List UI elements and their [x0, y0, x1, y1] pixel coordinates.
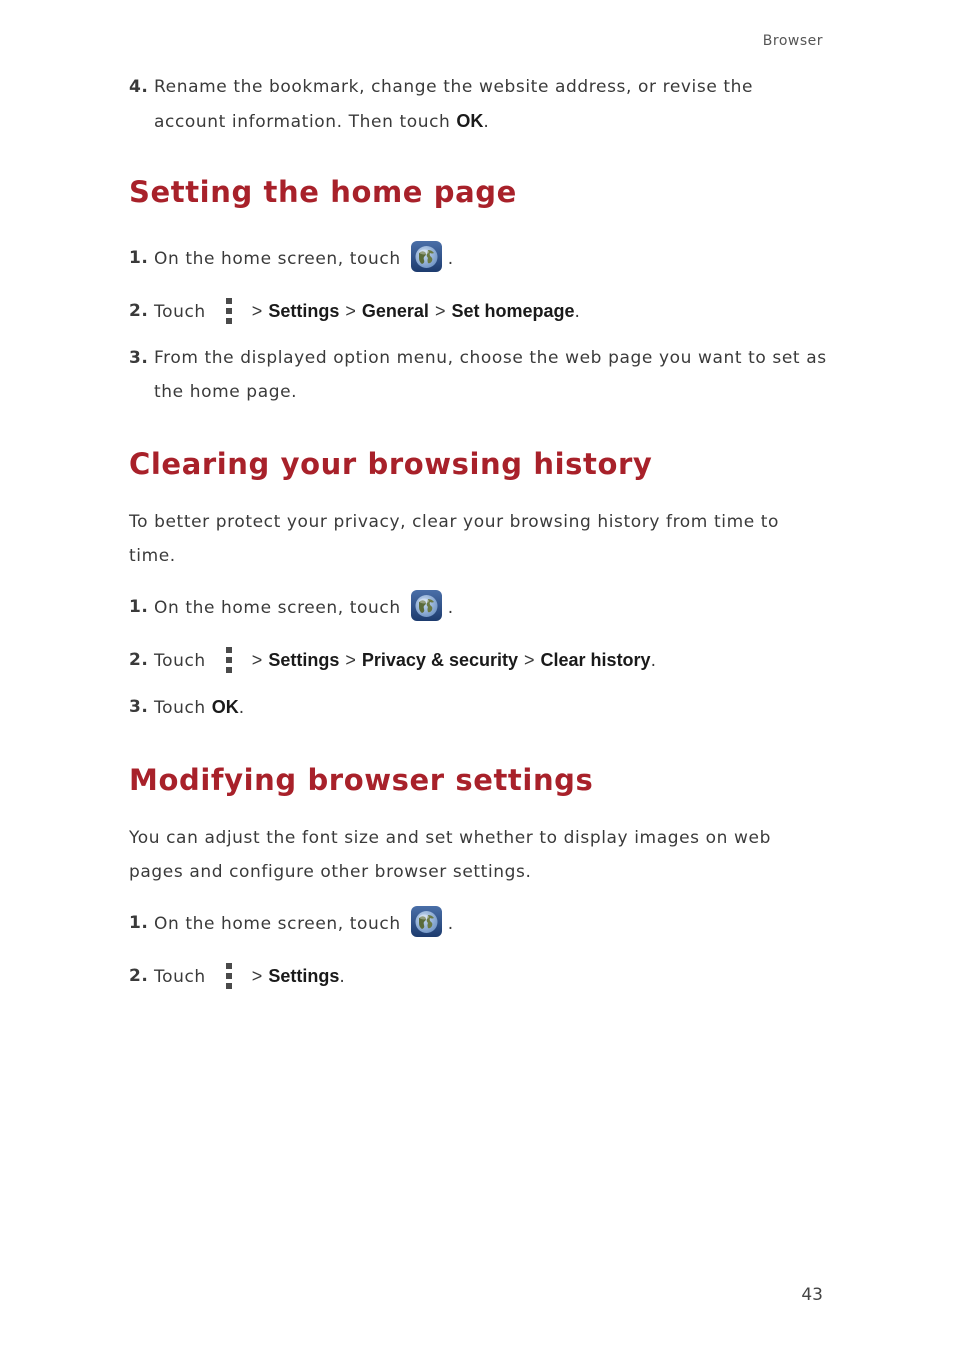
- clear-step-3: [129, 690, 829, 725]
- more-vertical-icon: [224, 646, 234, 674]
- clear-history-intro: To better protect your privacy, clear your browsing history from time to time.: [129, 512, 780, 566]
- general-label: General: [361, 301, 429, 321]
- ok-label: OK: [456, 111, 484, 131]
- separator: >: [345, 650, 356, 670]
- settings-label: Settings: [268, 301, 340, 321]
- step-number: 1.: [129, 597, 149, 617]
- step-number: 3.: [129, 348, 149, 368]
- step-4-rename-bookmark: [129, 70, 829, 139]
- period: .: [574, 302, 581, 322]
- step-number: 1.: [129, 913, 149, 933]
- step-number: 2.: [129, 301, 149, 321]
- period: .: [447, 914, 454, 934]
- step-text: Touch: [154, 651, 206, 671]
- more-vertical-icon: [224, 297, 234, 325]
- heading-clearing-history: Clearing your browsing history: [129, 447, 653, 481]
- period: .: [447, 249, 454, 269]
- step-number: 2.: [129, 650, 149, 670]
- globe-icon: [411, 590, 442, 621]
- modify-settings-intro: You can adjust the font size and set whether to display images on web pages and configure other browser settings.: [129, 828, 771, 882]
- home-step-1: [129, 241, 829, 276]
- step-text: Touch: [154, 967, 206, 987]
- step-number: 1.: [129, 248, 149, 268]
- step-text: Touch: [154, 302, 206, 322]
- settings-label: Settings: [268, 650, 340, 670]
- step-text: Rename the bookmark, change the website address, or revise the account information. Then touch: [154, 77, 754, 132]
- heading-setting-home-page: Setting the home page: [129, 175, 517, 209]
- page-number: 43: [801, 1285, 823, 1305]
- modify-step-2: [129, 959, 829, 994]
- separator: >: [345, 301, 356, 321]
- set-homepage-label: Set homepage: [451, 301, 575, 321]
- more-vertical-icon: [224, 962, 234, 990]
- period: .: [483, 112, 490, 132]
- home-step-3: [129, 341, 829, 409]
- ok-label: OK: [211, 697, 239, 717]
- home-step-2: [129, 294, 829, 329]
- period: .: [650, 651, 657, 671]
- settings-label: Settings: [268, 966, 340, 986]
- page-content: [129, 70, 829, 994]
- modify-step-1: [129, 906, 829, 941]
- period: .: [447, 598, 454, 618]
- globe-icon: [411, 906, 442, 937]
- separator: >: [434, 301, 446, 321]
- step-text: On the home screen, touch: [154, 914, 401, 934]
- period: .: [238, 698, 245, 718]
- step-text: On the home screen, touch: [154, 598, 401, 618]
- separator: >: [524, 650, 535, 670]
- running-header: Browser: [762, 33, 823, 49]
- heading-modifying-settings: Modifying browser settings: [129, 763, 594, 797]
- globe-icon: [411, 241, 442, 272]
- separator: >: [251, 966, 263, 986]
- clear-history-label: Clear history: [540, 650, 651, 670]
- separator: >: [251, 650, 263, 670]
- clear-step-1: [129, 590, 829, 625]
- step-number: 3.: [129, 697, 149, 717]
- separator: >: [251, 301, 263, 321]
- step-number: 2.: [129, 966, 149, 986]
- step-text: From the displayed option menu, choose the web page you want to set as the home page.: [154, 348, 827, 402]
- step-number: 4.: [129, 77, 149, 97]
- step-text: Touch: [154, 698, 212, 718]
- period: .: [339, 967, 346, 987]
- step-text: On the home screen, touch: [154, 249, 401, 269]
- clear-step-2: [129, 643, 829, 678]
- privacy-security-label: Privacy & security: [361, 650, 518, 670]
